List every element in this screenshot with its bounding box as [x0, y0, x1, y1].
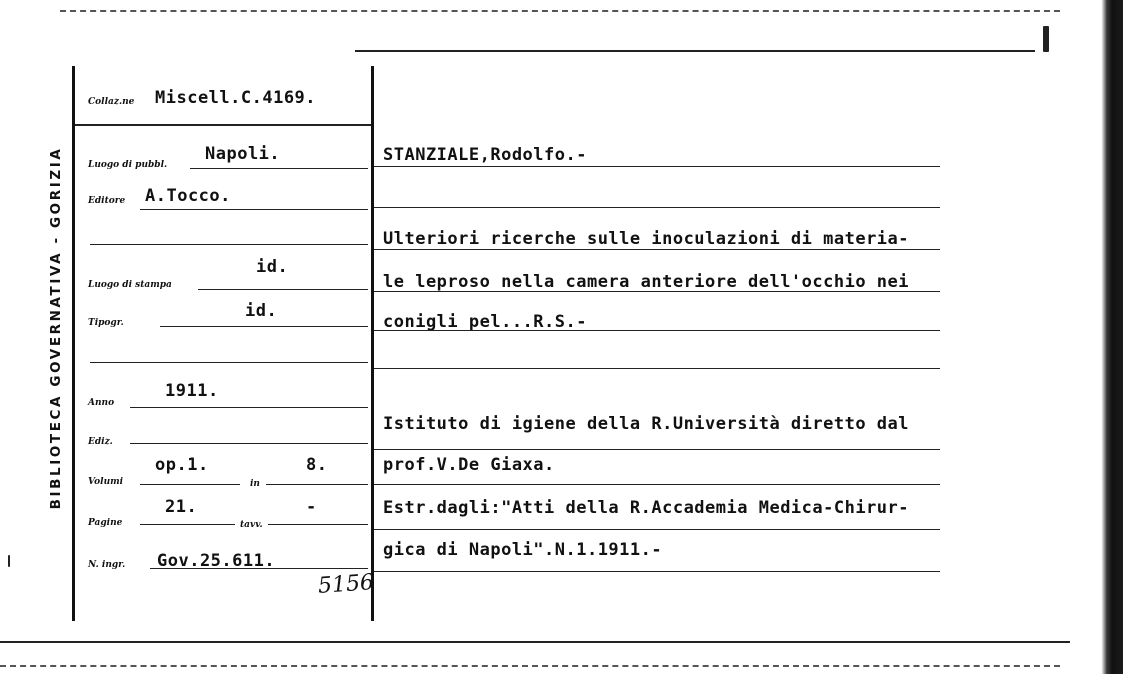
- label-collocazione: Collaz.ne: [88, 97, 135, 107]
- rule-right-note-3: [374, 529, 940, 530]
- rule-editore: [140, 209, 368, 210]
- label-anno: Anno: [88, 398, 115, 408]
- bottom-border-line: [0, 641, 1070, 643]
- note-line-4: gica di Napoli".N.1.1911.-: [383, 540, 663, 560]
- rule-formato: [266, 484, 368, 485]
- note-line-1: Istituto di igiene della R.Università diretto dal: [383, 414, 910, 434]
- value-n-ingresso: Gov.25.611.: [157, 551, 276, 571]
- label-editore: Editore: [88, 196, 126, 206]
- scan-edge-shadow: [1087, 0, 1123, 674]
- rule-right-blank-2: [374, 368, 940, 369]
- value-pagine: 21.: [165, 497, 198, 517]
- title-line-1: Ulteriori ricerche sulle inoculazioni di materia-: [383, 229, 910, 249]
- rule-anno: [130, 407, 368, 408]
- rule-right-note-1: [374, 449, 940, 450]
- label-volumi: Volumi: [88, 477, 124, 487]
- rule-right-note-4: [374, 571, 940, 572]
- rule-volumi: [140, 484, 240, 485]
- left-margin-rule: [72, 66, 75, 621]
- rule-right-title-3: [374, 330, 940, 331]
- rule-tavole: [268, 524, 368, 525]
- label-tipografia: Tipogr.: [88, 318, 124, 328]
- top-border-line: [355, 50, 1035, 52]
- rule-right-title-2: [374, 291, 940, 292]
- rule-luogo-pubbl: [190, 168, 368, 169]
- value-anno: 1911.: [165, 381, 219, 401]
- value-formato: 8.: [306, 455, 328, 475]
- label-in: in: [250, 479, 260, 489]
- top-dashed-border: [60, 10, 1060, 12]
- scan-mark: [8, 555, 10, 567]
- rule-right-blank-1: [374, 207, 940, 208]
- title-line-2: le leproso nella camera anteriore dell'occhio nei: [383, 272, 910, 292]
- title-line-3: conigli pel...R.S.-: [383, 312, 587, 332]
- author-heading: STANZIALE,Rodolfo.-: [383, 145, 587, 165]
- value-tipografia: id.: [245, 301, 278, 321]
- rule-blank-2: [90, 362, 368, 363]
- rule-luogo-stampa: [198, 289, 368, 290]
- rule-right-author: [374, 166, 940, 167]
- label-luogo-stampa: Luogo di stampa: [88, 280, 172, 290]
- rule-pagine: [140, 524, 235, 525]
- library-stamp: BIBLIOTECA GOVERNATIVA - GORIZIA: [48, 146, 64, 510]
- value-volumi: op.1.: [155, 455, 209, 475]
- note-line-2: prof.V.De Giaxa.: [383, 455, 555, 475]
- scan-mark: [1043, 26, 1049, 52]
- rule-tipografia: [160, 326, 368, 327]
- rule-right-title-1: [374, 249, 940, 250]
- bottom-dashed-border: [0, 665, 1060, 667]
- label-edizione: Ediz.: [88, 437, 113, 447]
- label-n-ingresso: N. ingr.: [88, 560, 126, 570]
- value-luogo-pubbl: Napoli.: [205, 144, 281, 164]
- value-editore: A.Tocco.: [145, 186, 231, 206]
- value-tavole: -: [306, 497, 317, 517]
- note-line-3: Estr.dagli:"Atti della R.Accademia Medica-Chirur-: [383, 498, 910, 518]
- rule-edizione: [130, 443, 368, 444]
- handwritten-signature: 5156: [317, 570, 375, 599]
- value-collocazione: Miscell.C.4169.: [155, 88, 317, 108]
- label-pagine: Pagine: [88, 518, 123, 528]
- label-tavole: tavv.: [240, 520, 263, 530]
- rule-right-note-2: [374, 484, 940, 485]
- value-luogo-stampa: id.: [256, 257, 289, 277]
- rule-collocazione: [75, 124, 371, 126]
- rule-n-ingresso: [150, 568, 368, 569]
- rule-blank-1: [90, 244, 368, 245]
- center-divider-rule: [371, 66, 374, 621]
- label-luogo-pubbl: Luogo di pubbl.: [88, 160, 168, 170]
